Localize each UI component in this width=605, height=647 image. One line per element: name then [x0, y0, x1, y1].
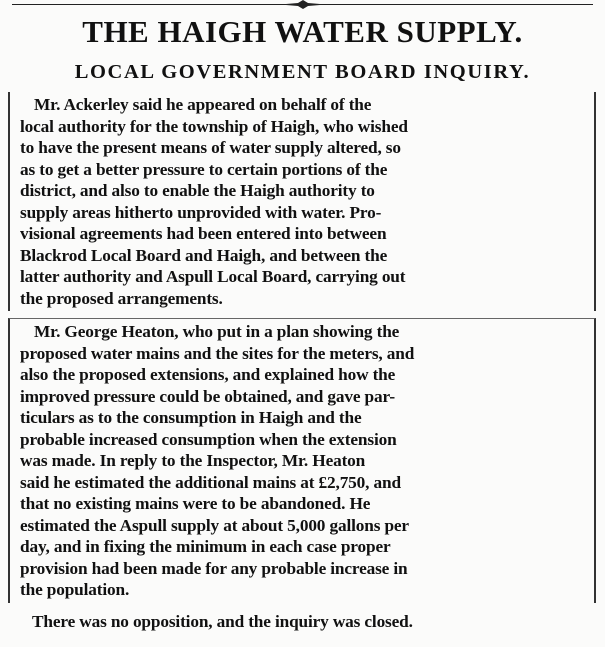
- text-line: said he estimated the additional mains at £2,750, and: [20, 472, 401, 492]
- text-line: the proposed arrangements.: [20, 288, 223, 308]
- text-line: ticulars as to the consumption in Haigh and the: [20, 408, 362, 427]
- text-line: district, and also to enable the Haigh authority to: [20, 181, 375, 200]
- headline: THE HAIGH WATER SUPPLY.: [82, 14, 523, 49]
- text-line: local authority for the township of Haigh, who wished: [20, 116, 408, 136]
- text-line: probable increased consumption when the extension: [20, 429, 397, 449]
- text-line: also the proposed extensions, and explained how the: [20, 365, 396, 384]
- text-line: that no existing mains were to be abandoned. He: [20, 494, 371, 513]
- paragraph-heaton: [8, 318, 596, 603]
- text-line: to have the present means of water supply altered, so: [20, 138, 401, 157]
- text-line: estimated the Aspull supply at about 5,000 gallons per: [20, 515, 409, 535]
- text-line: There was no opposition, and the inquiry was closed.: [32, 612, 413, 631]
- text-line: day, and in fixing the minimum in each case proper: [20, 537, 391, 556]
- text-line: Mr. Ackerley said he appeared on behalf of the: [34, 95, 372, 114]
- paragraph-closing: [8, 611, 596, 633]
- text-line: was made. In reply to the Inspector, Mr. Heaton: [20, 451, 366, 470]
- text-line: as to get a better pressure to certain portions of the: [20, 159, 388, 179]
- text-line: Blackrod Local Board and Haigh, and between the: [20, 245, 388, 265]
- text-line: the population.: [20, 580, 130, 599]
- text-line: Mr. George Heaton, who put in a plan showing the: [34, 322, 400, 341]
- text-line: visional agreements had been entered into between: [20, 224, 387, 243]
- text-line: supply areas hitherto unprovided with water. Pro-: [20, 202, 382, 222]
- subheadline: LOCAL GOVERNMENT BOARD INQUIRY.: [74, 61, 531, 83]
- ornament-icon: [280, 0, 326, 9]
- paragraph-ackerley: [8, 92, 596, 311]
- text-line: improved pressure could be obtained, and gave par-: [20, 386, 395, 406]
- text-line: latter authority and Aspull Local Board, carrying out: [20, 267, 406, 286]
- text-line: proposed water mains and the sites for the meters, and: [20, 343, 415, 363]
- text-line: provision had been made for any probable increase in: [20, 558, 408, 578]
